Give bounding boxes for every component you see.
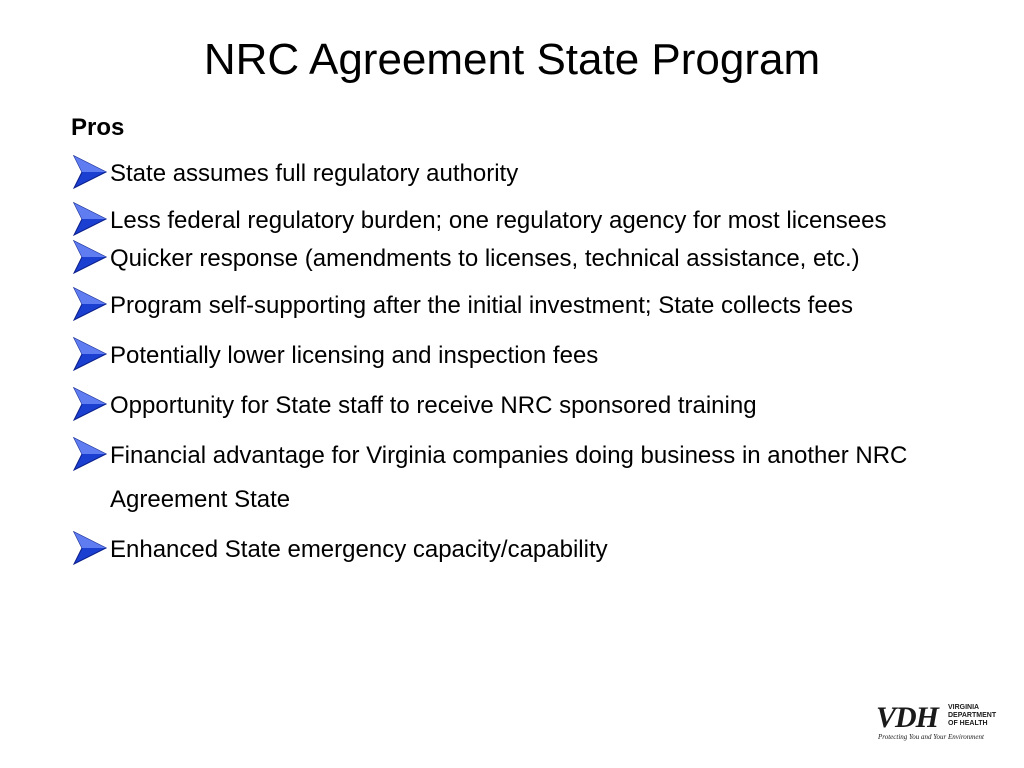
arrow-bullet-icon <box>72 334 110 378</box>
bullet-text: Potentially lower licensing and inspection fees <box>110 342 599 369</box>
vdh-dept-line: DEPARTMENT <box>948 712 997 719</box>
list-item <box>72 434 952 522</box>
list-item <box>72 384 952 428</box>
list-item <box>72 284 952 328</box>
bullet-text: Financial advantage for Virginia companies doing business in another NRC Agreement State <box>110 442 908 513</box>
arrow-bullet-icon <box>72 152 110 196</box>
arrow-bullet-icon <box>72 202 110 240</box>
vdh-dept-line: OF HEALTH <box>948 720 988 727</box>
vdh-logo-tagline: Protecting You and Your Environment <box>878 733 984 741</box>
list-item <box>72 334 952 378</box>
bullet-list <box>72 152 952 572</box>
bullet-text: Enhanced State emergency capacity/capability <box>110 536 608 563</box>
arrow-bullet-icon <box>72 434 110 478</box>
bullet-text: Quicker response (amendments to licenses, technical assistance, etc.) <box>110 245 860 272</box>
bullet-text: State assumes full regulatory authority <box>110 160 519 187</box>
vdh-logo-department <box>948 704 996 728</box>
list-item <box>72 528 952 572</box>
bullet-text: Less federal regulatory burden; one regulatory agency for most licensees <box>110 207 887 234</box>
bullet-text: Program self-supporting after the initial investment; State collects fees <box>110 292 854 319</box>
list-item <box>72 240 952 278</box>
list-item <box>72 202 952 240</box>
bullet-text: Opportunity for State staff to receive NRC sponsored training <box>110 392 757 419</box>
section-heading: Pros <box>71 114 125 141</box>
arrow-bullet-icon <box>72 528 110 572</box>
arrow-bullet-icon <box>72 384 110 428</box>
vdh-dept-line: VIRGINIA <box>948 704 980 711</box>
arrow-bullet-icon <box>72 240 110 278</box>
arrow-bullet-icon <box>72 284 110 328</box>
vdh-logo <box>876 702 996 746</box>
slide-title: NRC Agreement State Program <box>203 35 821 84</box>
vdh-logo-mark: VDH <box>876 701 939 734</box>
list-item <box>72 152 952 196</box>
